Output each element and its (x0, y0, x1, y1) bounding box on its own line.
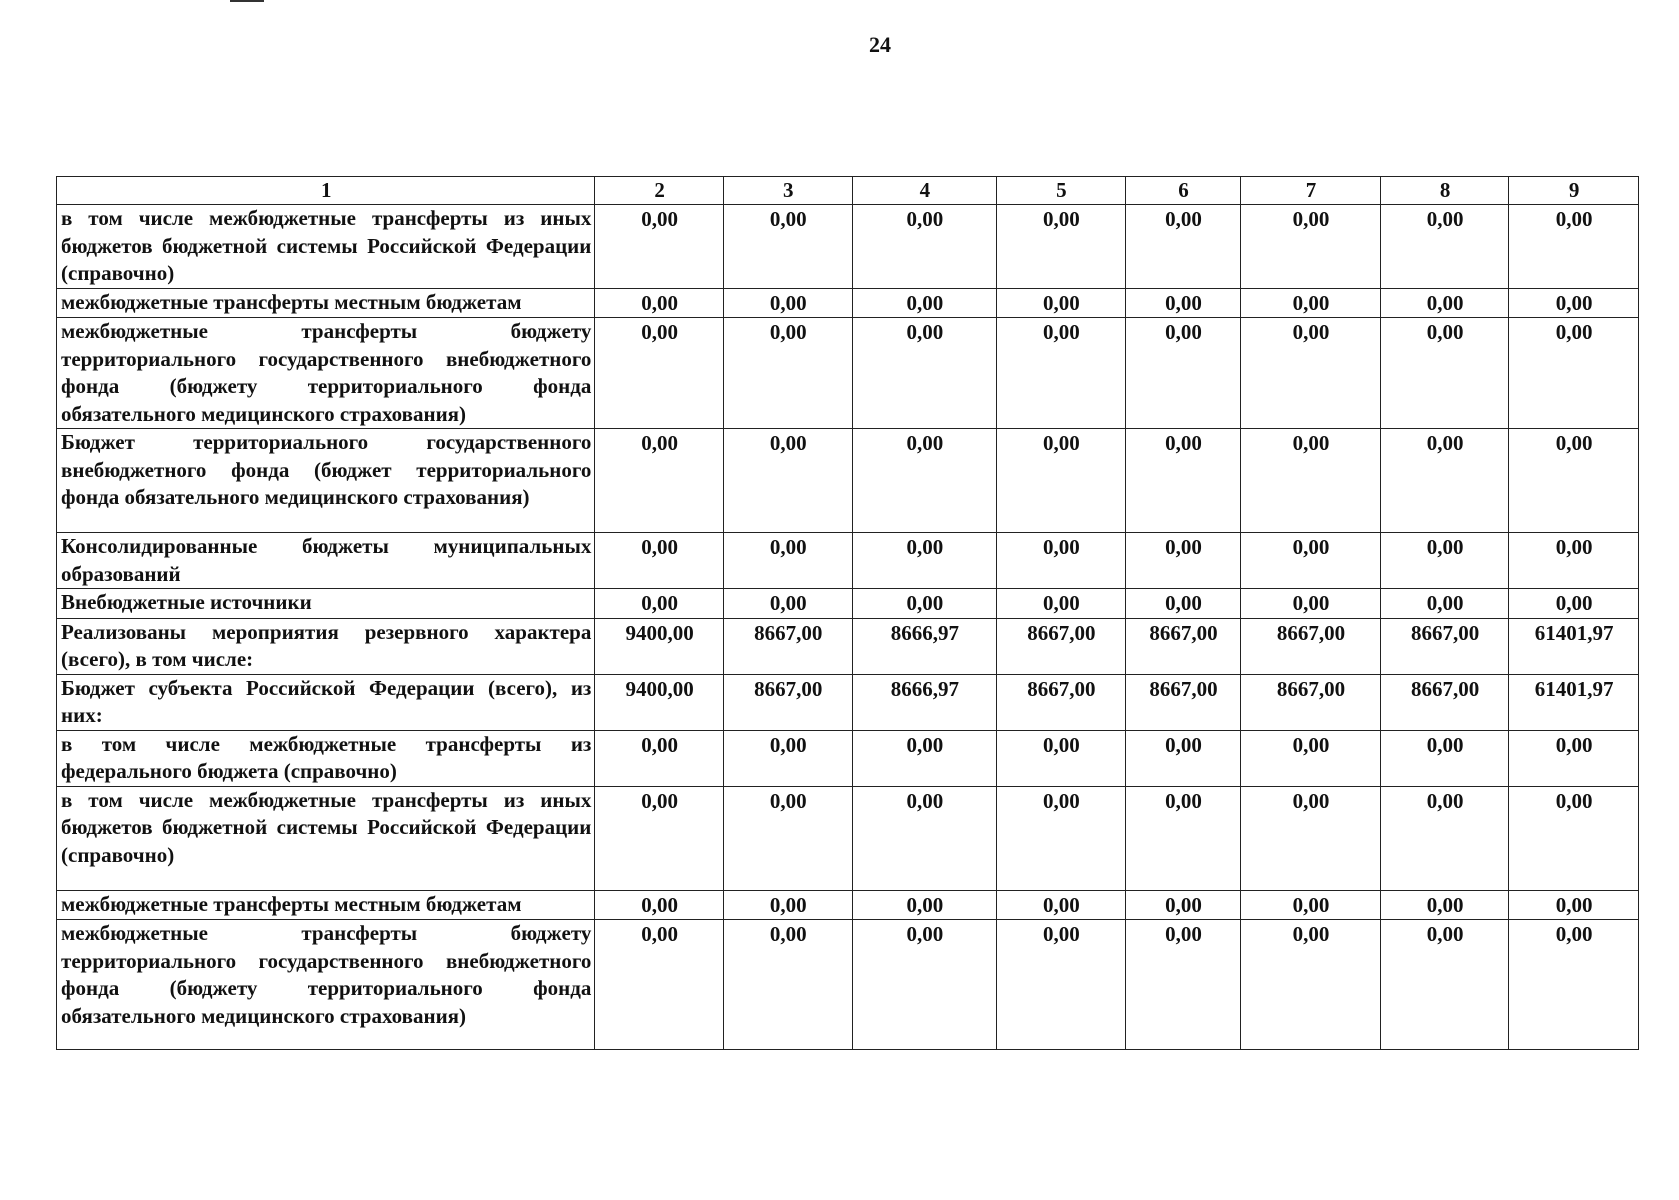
row-label: межбюджетные трансферты местным бюджетам (57, 288, 595, 318)
value-cell-col-5: 0,00 (997, 288, 1126, 318)
value-cell-col-4: 8666,97 (852, 618, 997, 674)
value-cell-col-5: 0,00 (997, 429, 1126, 533)
row-label: межбюджетные трансферты бюджету территориального государственного внебюджетного фонда (бюджету территориального фонда обязательного медицинского страхования) (57, 318, 595, 429)
value-cell-col-8: 0,00 (1380, 920, 1509, 1050)
value-cell-col-9: 0,00 (1509, 318, 1639, 429)
value-cell-col-6: 0,00 (1125, 288, 1241, 318)
value-cell-col-5: 0,00 (997, 533, 1126, 589)
value-cell-col-2: 0,00 (595, 730, 724, 786)
table-row (57, 589, 1639, 619)
table-row (57, 288, 1639, 318)
table-row (57, 920, 1639, 1050)
value-cell-col-5: 8667,00 (997, 618, 1126, 674)
value-cell-col-4: 0,00 (852, 533, 997, 589)
value-cell-col-3: 0,00 (723, 730, 852, 786)
row-label: Консолидированные бюджеты муниципальных образований (57, 533, 595, 589)
value-cell-col-6: 0,00 (1125, 318, 1241, 429)
value-cell-col-8: 0,00 (1380, 786, 1509, 890)
value-cell-col-8: 0,00 (1380, 890, 1509, 920)
value-cell-col-3: 0,00 (723, 890, 852, 920)
column-header-6: 6 (1125, 177, 1241, 205)
budget-table (56, 176, 1639, 1050)
value-cell-col-3: 8667,00 (723, 674, 852, 730)
value-cell-col-9: 0,00 (1509, 205, 1639, 289)
row-label: в том числе межбюджетные трансферты из федерального бюджета (справочно) (57, 730, 595, 786)
value-cell-col-3: 0,00 (723, 920, 852, 1050)
table-body (57, 205, 1639, 1050)
value-cell-col-7: 0,00 (1241, 730, 1381, 786)
value-cell-col-9: 0,00 (1509, 533, 1639, 589)
value-cell-col-8: 0,00 (1380, 288, 1509, 318)
value-cell-col-6: 0,00 (1125, 205, 1241, 289)
value-cell-col-3: 0,00 (723, 533, 852, 589)
column-header-9: 9 (1509, 177, 1639, 205)
value-cell-col-7: 0,00 (1241, 318, 1381, 429)
value-cell-col-9: 0,00 (1509, 429, 1639, 533)
value-cell-col-2: 0,00 (595, 205, 724, 289)
table-row (57, 533, 1639, 589)
value-cell-col-4: 0,00 (852, 920, 997, 1050)
value-cell-col-5: 0,00 (997, 730, 1126, 786)
value-cell-col-8: 0,00 (1380, 533, 1509, 589)
value-cell-col-8: 0,00 (1380, 205, 1509, 289)
value-cell-col-2: 0,00 (595, 533, 724, 589)
value-cell-col-3: 8667,00 (723, 618, 852, 674)
value-cell-col-2: 0,00 (595, 890, 724, 920)
value-cell-col-4: 0,00 (852, 589, 997, 619)
value-cell-col-7: 8667,00 (1241, 674, 1381, 730)
value-cell-col-5: 0,00 (997, 920, 1126, 1050)
row-label: Бюджет территориального государственного внебюджетного фонда (бюджет территориального фонда обязательного медицинского страхования) (57, 429, 595, 533)
value-cell-col-7: 0,00 (1241, 920, 1381, 1050)
value-cell-col-5: 0,00 (997, 205, 1126, 289)
value-cell-col-9: 61401,97 (1509, 674, 1639, 730)
value-cell-col-6: 0,00 (1125, 890, 1241, 920)
column-header-1: 1 (57, 177, 595, 205)
value-cell-col-3: 0,00 (723, 786, 852, 890)
value-cell-col-5: 0,00 (997, 589, 1126, 619)
value-cell-col-9: 0,00 (1509, 730, 1639, 786)
value-cell-col-3: 0,00 (723, 589, 852, 619)
value-cell-col-9: 61401,97 (1509, 618, 1639, 674)
value-cell-col-4: 0,00 (852, 205, 997, 289)
row-label: Реализованы мероприятия резервного характера (всего), в том числе: (57, 618, 595, 674)
column-header-7: 7 (1241, 177, 1381, 205)
row-label: Внебюджетные источники (57, 589, 595, 619)
value-cell-col-3: 0,00 (723, 318, 852, 429)
value-cell-col-7: 0,00 (1241, 533, 1381, 589)
value-cell-col-4: 0,00 (852, 730, 997, 786)
table-row (57, 674, 1639, 730)
table-row (57, 205, 1639, 289)
column-header-2: 2 (595, 177, 724, 205)
table-row (57, 890, 1639, 920)
value-cell-col-8: 0,00 (1380, 318, 1509, 429)
table-row (57, 429, 1639, 533)
value-cell-col-4: 0,00 (852, 318, 997, 429)
value-cell-col-6: 8667,00 (1125, 618, 1241, 674)
value-cell-col-6: 0,00 (1125, 429, 1241, 533)
column-header-5: 5 (997, 177, 1126, 205)
value-cell-col-2: 9400,00 (595, 618, 724, 674)
value-cell-col-7: 0,00 (1241, 786, 1381, 890)
row-label: межбюджетные трансферты бюджету территориального государственного внебюджетного фонда (бюджету территориального фонда обязательного медицинского страхования) (57, 920, 595, 1050)
value-cell-col-5: 0,00 (997, 890, 1126, 920)
row-label: межбюджетные трансферты местным бюджетам (57, 890, 595, 920)
row-label: Бюджет субъекта Российской Федерации (всего), из них: (57, 674, 595, 730)
value-cell-col-7: 8667,00 (1241, 618, 1381, 674)
value-cell-col-6: 8667,00 (1125, 674, 1241, 730)
value-cell-col-3: 0,00 (723, 429, 852, 533)
value-cell-col-2: 0,00 (595, 429, 724, 533)
value-cell-col-7: 0,00 (1241, 890, 1381, 920)
value-cell-col-4: 0,00 (852, 890, 997, 920)
table-row (57, 318, 1639, 429)
value-cell-col-6: 0,00 (1125, 920, 1241, 1050)
value-cell-col-2: 0,00 (595, 589, 724, 619)
value-cell-col-4: 0,00 (852, 288, 997, 318)
value-cell-col-5: 0,00 (997, 318, 1126, 429)
value-cell-col-6: 0,00 (1125, 589, 1241, 619)
column-header-3: 3 (723, 177, 852, 205)
value-cell-col-8: 8667,00 (1380, 618, 1509, 674)
value-cell-col-6: 0,00 (1125, 786, 1241, 890)
value-cell-col-8: 8667,00 (1380, 674, 1509, 730)
header-row (57, 177, 1639, 205)
value-cell-col-9: 0,00 (1509, 920, 1639, 1050)
value-cell-col-9: 0,00 (1509, 890, 1639, 920)
value-cell-col-6: 0,00 (1125, 533, 1241, 589)
value-cell-col-4: 0,00 (852, 786, 997, 890)
row-label: в том числе межбюджетные трансферты из иных бюджетов бюджетной системы Российской Федерации (справочно) (57, 205, 595, 289)
table-row (57, 618, 1639, 674)
value-cell-col-5: 8667,00 (997, 674, 1126, 730)
value-cell-col-2: 0,00 (595, 318, 724, 429)
value-cell-col-2: 0,00 (595, 786, 724, 890)
table-row (57, 730, 1639, 786)
value-cell-col-4: 8666,97 (852, 674, 997, 730)
value-cell-col-8: 0,00 (1380, 589, 1509, 619)
column-header-4: 4 (852, 177, 997, 205)
value-cell-col-7: 0,00 (1241, 205, 1381, 289)
value-cell-col-5: 0,00 (997, 786, 1126, 890)
value-cell-col-4: 0,00 (852, 429, 997, 533)
value-cell-col-9: 0,00 (1509, 786, 1639, 890)
value-cell-col-3: 0,00 (723, 288, 852, 318)
value-cell-col-2: 9400,00 (595, 674, 724, 730)
scan-mark (230, 0, 264, 2)
value-cell-col-6: 0,00 (1125, 730, 1241, 786)
value-cell-col-3: 0,00 (723, 205, 852, 289)
value-cell-col-7: 0,00 (1241, 429, 1381, 533)
table-row (57, 786, 1639, 890)
value-cell-col-9: 0,00 (1509, 288, 1639, 318)
value-cell-col-2: 0,00 (595, 288, 724, 318)
value-cell-col-7: 0,00 (1241, 589, 1381, 619)
row-label: в том числе межбюджетные трансферты из иных бюджетов бюджетной системы Российской Федерации (справочно) (57, 786, 595, 890)
value-cell-col-8: 0,00 (1380, 730, 1509, 786)
page-number: 24 (869, 32, 891, 57)
value-cell-col-8: 0,00 (1380, 429, 1509, 533)
value-cell-col-9: 0,00 (1509, 589, 1639, 619)
column-header-8: 8 (1380, 177, 1509, 205)
value-cell-col-7: 0,00 (1241, 288, 1381, 318)
value-cell-col-2: 0,00 (595, 920, 724, 1050)
